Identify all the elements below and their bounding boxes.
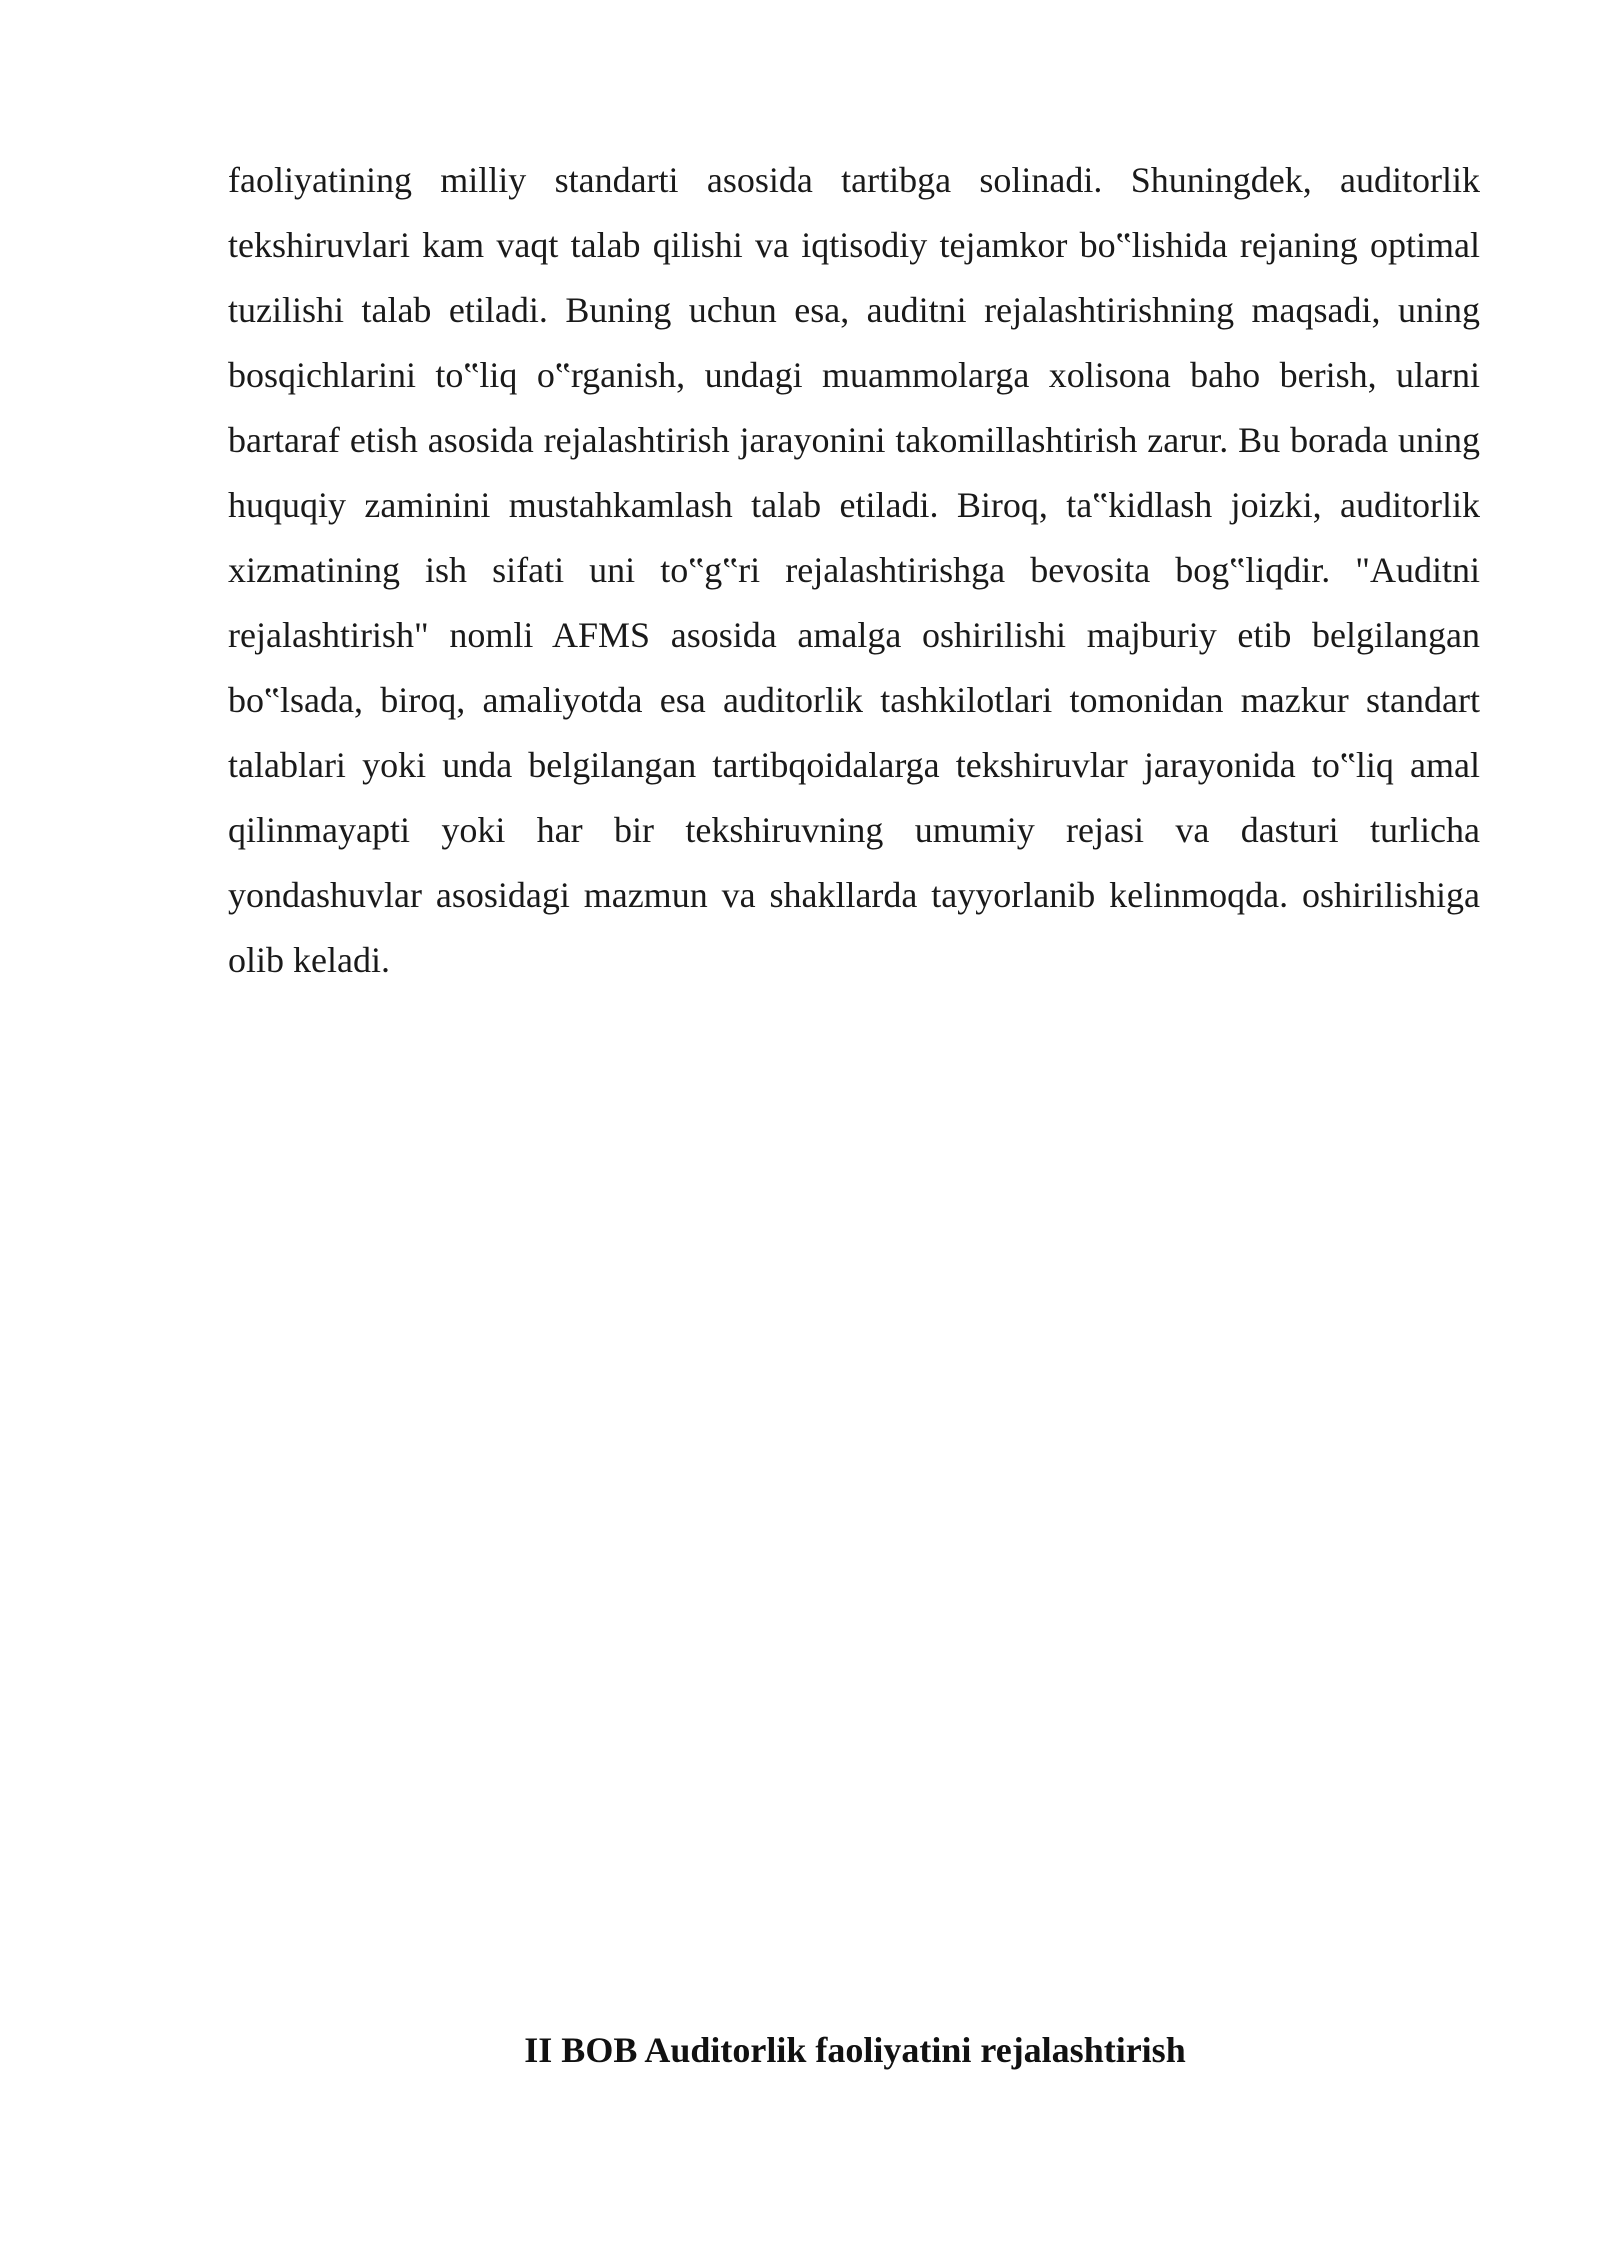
chapter-heading: II BOB Auditorlik faoliyatini rejalashtirish [524,2030,1186,2070]
body-paragraph: faoliyatining milliy standarti asosida tartibga solinadi. Shuningdek, auditorlik tekshiruvlari kam vaqt talab qilishi va iqtisodiy tejamkor bo‟lishida rejaning optimal tuzilishi talab etiladi. Buning uchun esa, auditni rejalashtirishning maqsadi, uning bosqichlarini to‟liq o‟rganish, undagi muammolarga xolisona baho berish, ularni bartaraf etish asosida rejalashtirish jarayonini takomillashtirish zarur. Bu borada uning huquqiy zaminini mustahkamlash talab etiladi. Biroq, ta‟kidlash joizki, auditorlik xizmatining ish sifati uni to‟g‟ri rejalashtirishga bevosita bog‟liqdir. "Auditni rejalashtirish" nomli AFMS asosida amalga oshirilishi majburiy etib belgilangan bo‟lsada, biroq, amaliyotda esa auditorlik tashkilotlari tomonidan mazkur standart talablari yoki unda belgilangan tartibqoidalarga tekshiruvlar jarayonida to‟liq amal qilinmayapti yoki har bir tekshiruvning umumiy rejasi va dasturi turlicha yondashuvlar asosidagi mazmun va shakllarda tayyorlanib kelinmoqda. oshirilishiga olib keladi. [228,160,1480,980]
